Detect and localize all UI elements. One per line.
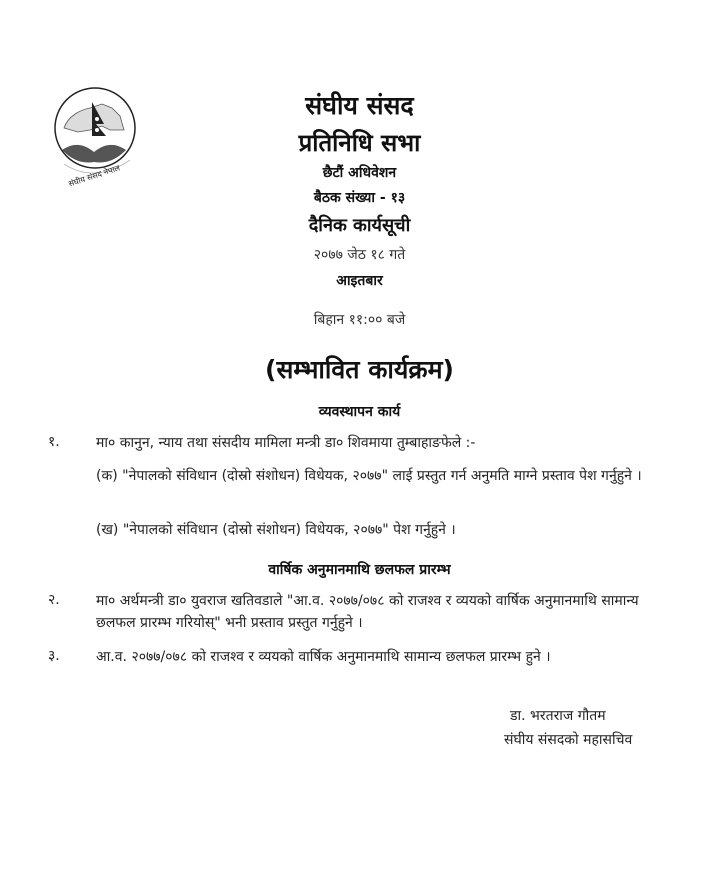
item-number: २. [48, 592, 60, 608]
item-text: मा० अर्थमन्त्री डा० युवराज खतिवडाले "आ.व. २०७७/०७८ को राजश्व र व्ययको वार्षिक अनुमानमाथि सामान्य छलफल प्रारम्भ गरियोस्" भनी प्रस्ताव प्रस्तुत गर्नुहुने । [96, 593, 639, 631]
time-line: बिहान ११:०० बजे [313, 312, 406, 328]
item-number: १. [48, 434, 60, 450]
session-label: छैटौं अधिवेशन [322, 165, 397, 181]
section-title-budget: वार्षिक अनुमानमाथि छलफल प्रारम्भ [268, 562, 451, 578]
program-title: (सम्भावित कार्यक्रम) [265, 355, 454, 384]
date-line: २०७७ जेठ १८ गते [313, 247, 406, 263]
item-number: ३. [48, 648, 60, 664]
meeting-number: बैठक संख्या - १३ [313, 190, 406, 206]
item-text: मा० कानुन, न्याय तथा संसदीय मामिला मन्त्री डा० शिवमाया तुम्बाहाङफेले :- [96, 435, 476, 451]
section-title-legislation: व्यवस्थापन कार्य [318, 404, 401, 420]
signatory-title: संघीय संसदको महासचिव [504, 732, 633, 748]
day-line: आइतबार [336, 273, 383, 289]
emblem-text: संघीय संसद नेपाल [67, 163, 122, 186]
house-name: प्रतिनिधि सभा [298, 129, 421, 157]
agenda-title: दैनिक कार्यसूची [308, 215, 411, 236]
signatory-name: डा. भरतराज गौतम [510, 708, 606, 724]
subitem-kha: (ख) "नेपालको संविधान (दोस्रो संशोधन) विधेयक, २०७७" पेश गर्नुहुने । [96, 522, 456, 538]
item-text: आ.व. २०७७/०७८ को राजश्व र व्ययको वार्षिक अनुमानमाथि सामान्य छलफल प्रारम्भ हुने । [96, 649, 551, 665]
subitem-ka: (क) "नेपालको संविधान (दोस्रो संशोधन) विधेयक, २०७७" लाई प्रस्तुत गर्न अनुमति माग्ने प्रस्ताव पेश गर्नुहुने । [96, 468, 642, 484]
parliament-name: संघीय संसद [305, 91, 414, 120]
